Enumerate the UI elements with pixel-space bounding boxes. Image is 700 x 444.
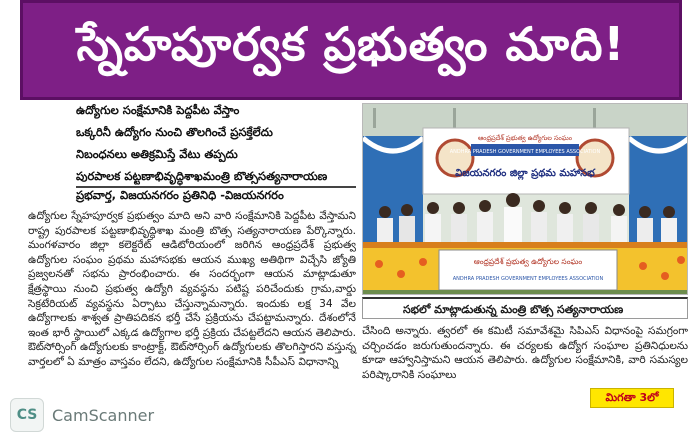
subheadline-3: నిబంధనలు అతిక్రమిస్తే వేటు తప్పదు [76,147,238,161]
backdrop-text-3: విజయనగరం జిల్లా ప్రథమ మహాసభ [455,168,595,179]
subheadline-4: పురపాలక పట్టణాభివృద్ధిశాఖమంత్రి బొత్ససత్యనారాయణ [76,169,328,183]
event-photo [362,103,688,295]
table-banner-text-1: ఆంధ్రప్రదేశ్ ప్రభుత్వ ఉద్యోగుల సంఘం [473,257,583,266]
right-column [362,324,688,382]
backdrop-text-1: ఆంధ్రప్రదేశ్ ప్రభుత్వ ఉద్యోగుల సంఘం [477,134,573,142]
banner-title: స్నేహపూర్వక ప్రభుత్వం మాది! [76,17,626,71]
camscanner-label: CamScanner [52,405,155,425]
camscanner-logo-icon: CS [10,398,44,432]
article-body-left: ఉద్యోగుల స్నేహపూర్వక ప్రభుత్వం మాది అని వారి సంక్షేమానికి పెద్దపీట వేస్తామని రాష్ట్ర పురపాలక పట్టణాభివృద్ధిశాఖ మంత్రి బొత్స సత్యనారాయణ పేర్కొన్నారు. మంగళవారం జిల్లా కలెక్టరేట్ ఆడిటోరియంలో జరిగిన ఆంధ్రప్రదేశ్ ప్రభుత్వ ఉద్యోగుల సంఘం ప్రథమ మహాసభకు ఆయన ముఖ్య అతిథిగా విచ్చేసి జ్యోతి ప్రజ్వలనతో సభను ప్రారంభించారు. ఈ సందర్భంగా ఆయన మాట్లాడుతూ క్షేత్రస్థాయి నుంచి ప్రభుత్వ ఉద్యోగి వ్యవస్థను పటిష్ట పరిచేందుకు గ్రామ,వార్డు సెక్రటేరియట్ వ్యవస్థను ఏర్పాటు చేస్తున్నామన్నారు. ఇందుకు లక్ష 34 వేల ఉద్యోగాలకు శాశ్వత ప్రాతిపదికన భర్తీ చేసే ప్రక్రియను చేపట్టామన్నారు. దేశంలోనే ఇంత భారీ స్థాయిలో ఎక్కడ ఉద్యోగాల భర్తీ ప్రక్రియ చేపట్టలేదని ఆయన తెలిపారు. ఔట్‌సోర్సింగ్ ఉద్యోగులకు కాంట్రాక్ట్, ఔట్‌సోర్సింగ్ ఉద్యోగులకు తొలగిస్తారని వస్తున్న వార్తలలో ఏ మాత్రం వాస్తవం లేదని, ఉద్యోగుల సంక్షేమానికి సీపీఎస్ విధానాన్ని [28,210,356,368]
subheadline-1: ఉద్యోగుల సంక్షేమానికి పెద్దపీట వేస్తాం [76,103,240,117]
dateline: ప్రభవార్త, విజయనగరం ప్రతినిధి -విజయనగరం [76,186,356,202]
subheadlines [28,104,356,183]
photo-caption: సభలో మాట్లాడుతున్న మంత్రి బొత్స సత్యనారాయణ [362,297,688,319]
subheadline-2: ఒక్కరినీ ఉద్యోగం నుంచి తొలగించే ప్రసక్తేలేదు [76,125,273,139]
backdrop-text-2: ANDHRA PRADESH GOVERNMENT EMPLOYEES ASSOCIATION [449,149,601,155]
article-body-right: చేసింది అన్నారు. త్వరలో ఈ కమిటీ సమావేశమై సిపిఎస్ విధానంపై సమగ్రంగా చర్చించడం జరుగుతుందన్నారు. ఈ చర్యలకు ఉద్యోగ సంఘాల ప్రతినిధులను కూడా ఆహ్వానిస్తామని ఆయన తెలిపారు. ఉద్యోగుల సంక్షేమానికి, వారి సమస్యల పరిష్కారానికి సంఘాలు [362,325,688,381]
headline-banner [20,0,682,100]
meeting-photo-image [363,104,688,295]
table-banner-text-2: ANDHRA PRADESH GOVERNMENT EMPLOYEES ASSOCIATION [452,276,604,282]
continued-badge: మిగతా 3లో [590,388,674,408]
camscanner-watermark [10,392,190,438]
